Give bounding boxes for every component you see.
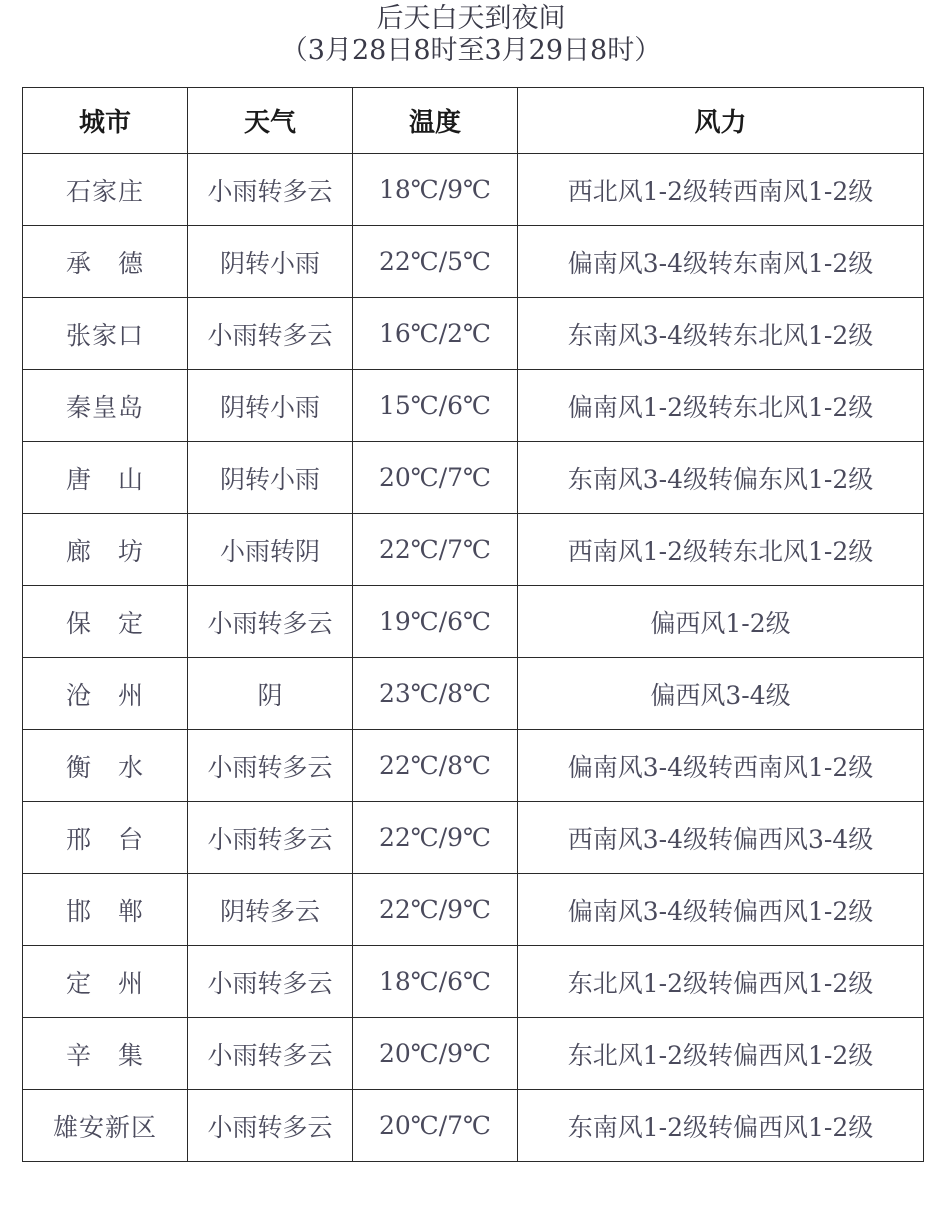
- wind-cell: 西南风1-2级转东北风1-2级: [518, 514, 924, 586]
- city-cell: 廊 坊: [23, 514, 188, 586]
- wind-cell: 东北风1-2级转偏西风1-2级: [518, 1018, 924, 1090]
- city-cell: 定 州: [23, 946, 188, 1018]
- temperature-cell: 20℃/7℃: [353, 1090, 518, 1162]
- wind-cell: 西北风1-2级转西南风1-2级: [518, 154, 924, 226]
- temperature-cell: 18℃/6℃: [353, 946, 518, 1018]
- table-row: [23, 514, 924, 586]
- forecast-table: [22, 87, 924, 1162]
- table-row: [23, 370, 924, 442]
- table-row: [23, 298, 924, 370]
- temperature-cell: 22℃/8℃: [353, 730, 518, 802]
- city-cell: 邢 台: [23, 802, 188, 874]
- temperature-cell: 20℃/9℃: [353, 1018, 518, 1090]
- weather-cell: 阴转小雨: [188, 226, 353, 298]
- header-weather: 天气: [188, 88, 353, 154]
- table-row: [23, 154, 924, 226]
- weather-cell: 小雨转多云: [188, 802, 353, 874]
- city-cell: 邯 郸: [23, 874, 188, 946]
- temperature-cell: 23℃/8℃: [353, 658, 518, 730]
- temperature-cell: 22℃/7℃: [353, 514, 518, 586]
- table-row: [23, 658, 924, 730]
- table-row: [23, 874, 924, 946]
- weather-cell: 小雨转多云: [188, 946, 353, 1018]
- city-cell: 沧 州: [23, 658, 188, 730]
- temperature-cell: 19℃/6℃: [353, 586, 518, 658]
- title-period: （3月28日8时至3月29日8时）: [280, 35, 662, 66]
- temperature-cell: 22℃/9℃: [353, 802, 518, 874]
- table-row: [23, 1018, 924, 1090]
- city-cell: 张家口: [23, 298, 188, 370]
- weather-cell: 阴转多云: [188, 874, 353, 946]
- weather-cell: 小雨转多云: [188, 730, 353, 802]
- title-main: 后天白天到夜间: [376, 3, 566, 34]
- wind-cell: 偏西风3-4级: [518, 658, 924, 730]
- weather-cell: 阴: [188, 658, 353, 730]
- weather-cell: 阴转小雨: [188, 442, 353, 514]
- temperature-cell: 22℃/9℃: [353, 874, 518, 946]
- weather-cell: 小雨转多云: [188, 1090, 353, 1162]
- table-row: [23, 730, 924, 802]
- temperature-cell: 15℃/6℃: [353, 370, 518, 442]
- city-cell: 保 定: [23, 586, 188, 658]
- header-temperature: 温度: [353, 88, 518, 154]
- city-cell: 唐 山: [23, 442, 188, 514]
- header-wind: 风力: [518, 88, 924, 154]
- wind-cell: 偏南风3-4级转西南风1-2级: [518, 730, 924, 802]
- temperature-cell: 20℃/7℃: [353, 442, 518, 514]
- temperature-cell: 22℃/5℃: [353, 226, 518, 298]
- wind-cell: 东北风1-2级转偏西风1-2级: [518, 946, 924, 1018]
- table-body: [23, 154, 924, 1162]
- table-row: [23, 946, 924, 1018]
- wind-cell: 东南风3-4级转东北风1-2级: [518, 298, 924, 370]
- weather-cell: 小雨转阴: [188, 514, 353, 586]
- wind-cell: 东南风3-4级转偏东风1-2级: [518, 442, 924, 514]
- city-cell: 辛 集: [23, 1018, 188, 1090]
- weather-cell: 小雨转多云: [188, 1018, 353, 1090]
- city-cell: 雄安新区: [23, 1090, 188, 1162]
- city-cell: 承 德: [23, 226, 188, 298]
- page-title: [0, 2, 942, 66]
- wind-cell: 偏南风3-4级转偏西风1-2级: [518, 874, 924, 946]
- wind-cell: 东南风1-2级转偏西风1-2级: [518, 1090, 924, 1162]
- temperature-cell: 16℃/2℃: [353, 298, 518, 370]
- table-row: [23, 802, 924, 874]
- table-header-row: [23, 88, 924, 154]
- weather-cell: 小雨转多云: [188, 154, 353, 226]
- table-row: [23, 586, 924, 658]
- city-cell: 秦皇岛: [23, 370, 188, 442]
- city-cell: 石家庄: [23, 154, 188, 226]
- table-row: [23, 442, 924, 514]
- table-row: [23, 1090, 924, 1162]
- city-cell: 衡 水: [23, 730, 188, 802]
- wind-cell: 偏南风3-4级转东南风1-2级: [518, 226, 924, 298]
- weather-cell: 小雨转多云: [188, 586, 353, 658]
- header-city: 城市: [23, 88, 188, 154]
- wind-cell: 偏西风1-2级: [518, 586, 924, 658]
- weather-cell: 阴转小雨: [188, 370, 353, 442]
- weather-cell: 小雨转多云: [188, 298, 353, 370]
- wind-cell: 西南风3-4级转偏西风3-4级: [518, 802, 924, 874]
- table-row: [23, 226, 924, 298]
- wind-cell: 偏南风1-2级转东北风1-2级: [518, 370, 924, 442]
- temperature-cell: 18℃/9℃: [353, 154, 518, 226]
